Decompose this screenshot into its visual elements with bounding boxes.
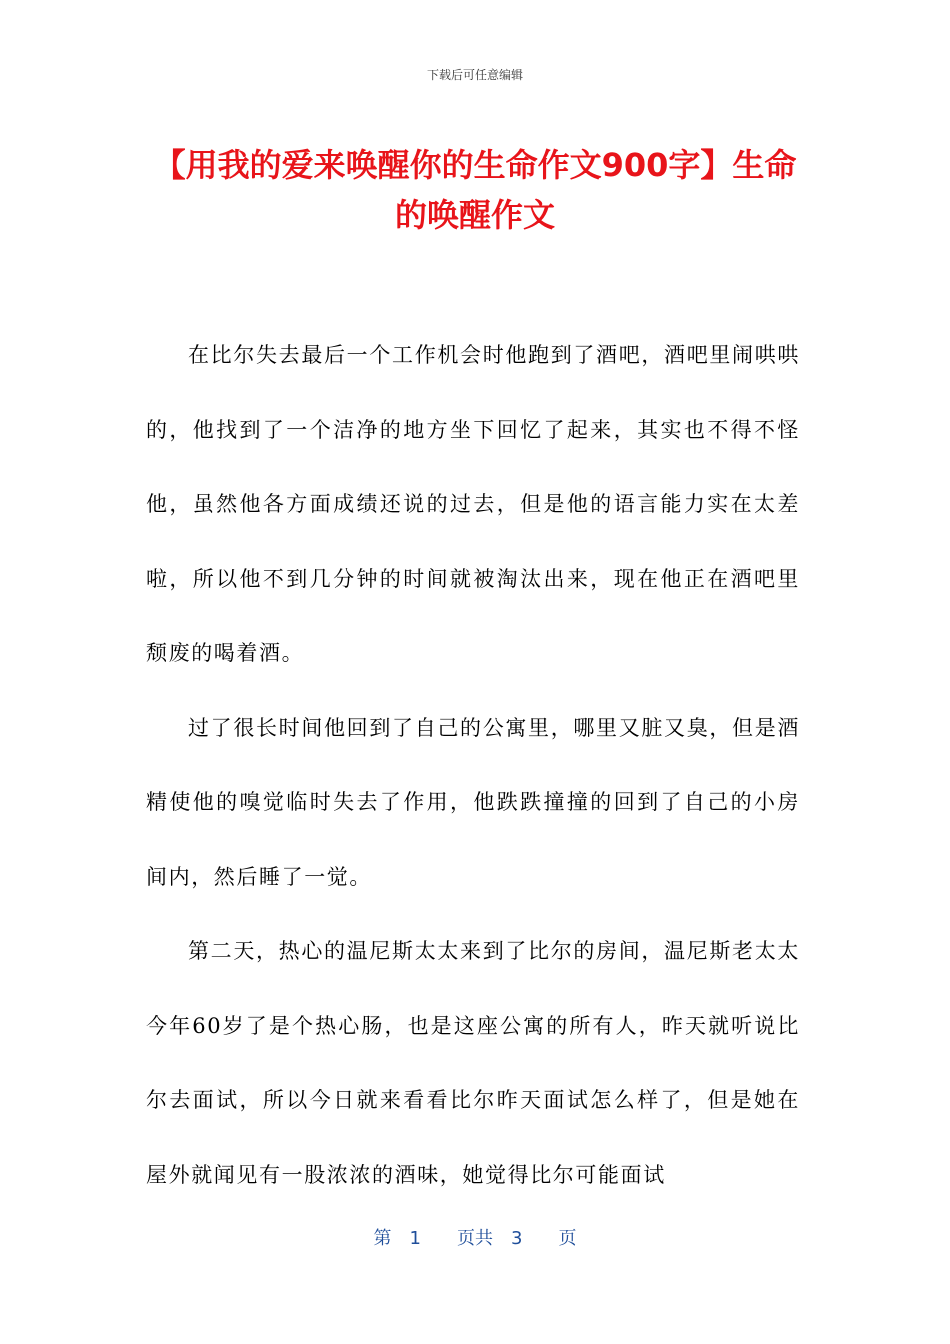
paragraph-3: 第二天，热心的温尼斯太太来到了比尔的房间，温尼斯老太太今年60岁了是个热心肠，也是这座公寓的所有人，昨天就听说比尔去面试，所以今日就来看看比尔昨天面试怎么样了，但是她在屋外就闻见有一股浓浓的酒味，她觉得比尔可能面试	[146, 939, 800, 1187]
paragraph-1: 在比尔失去最后一个工作机会时他跑到了酒吧，酒吧里闹哄哄的，他找到了一个洁净的地方坐下回忆了起来，其实也不得不怪他，虽然他各方面成绩还说的过去，但是他的语言能力实在太差啦，所以他不到几分钟的时间就被淘汰出来，现在他正在酒吧里颓废的喝着酒。	[146, 343, 800, 665]
paragraph-2: 过了很长时间他回到了自己的公寓里，哪里又脏又臭，但是酒精使他的嗅觉临时失去了作用，他跌跌撞撞的回到了自己的小房间内，然后睡了一觉。	[146, 715, 800, 889]
document-body	[146, 318, 800, 1212]
document-title: 【用我的爱来唤醒你的生命作文900字】生命的唤醒作文	[153, 146, 797, 234]
header-note: 下载后可任意编辑	[426, 68, 523, 82]
page-number-footer: 第 1 页共 3 页	[373, 1228, 577, 1249]
